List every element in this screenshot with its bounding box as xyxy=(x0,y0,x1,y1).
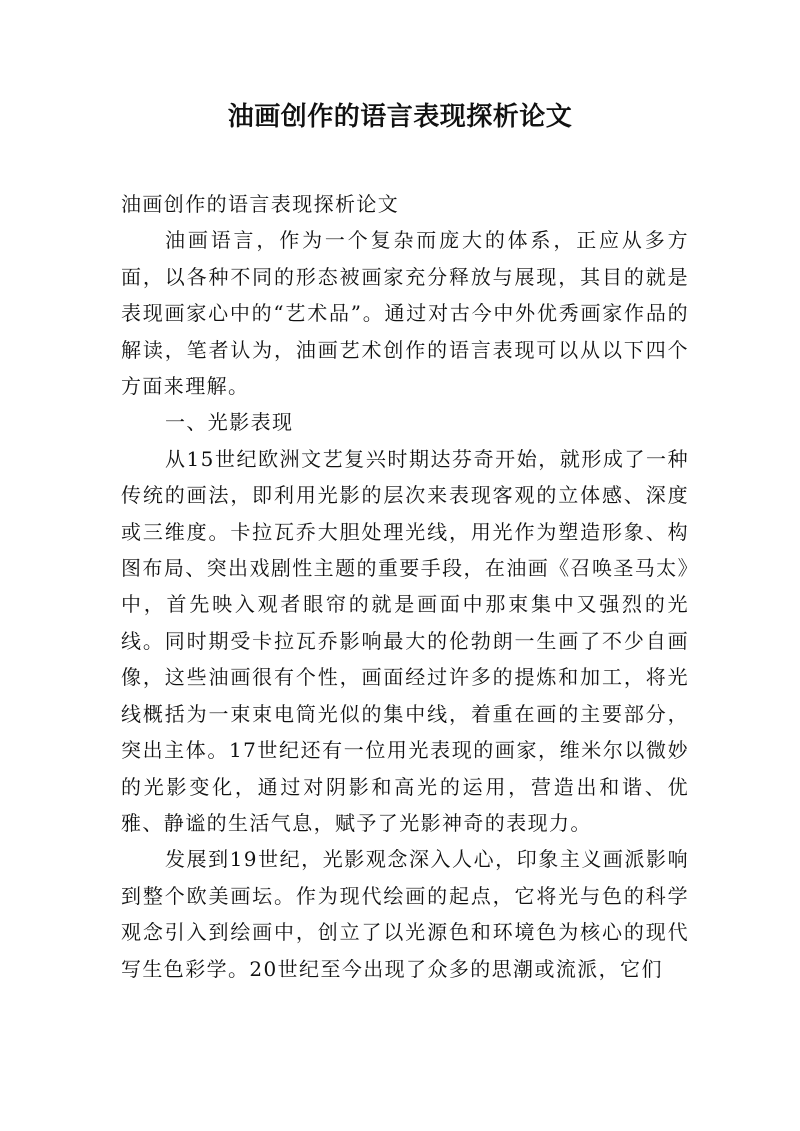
document-body xyxy=(121,186,689,987)
section-heading-light-shadow: 一、光影表现 xyxy=(165,410,294,435)
paragraph-intro: 油画语言，作为一个复杂而庞大的体系，正应从多方面，以各种不同的形态被画家充分释放与展现，其目的就是表现画家心中的“艺术品”。通过对古今中外优秀画家作品的解读，笔者认为，油画艺术创作的语言表现可以从以下四个方面来理解。 xyxy=(121,228,689,399)
paragraph-light-shadow-history: 从15世纪欧洲文艺复兴时期达芬奇开始，就形成了一种传统的画法，即利用光影的层次来表现客观的立体感、深度或三维度。卡拉瓦乔大胆处理光线，用光作为塑造形象、构图布局、突出戏剧性主题的重要手段，在油画《召唤圣马太》中，首先映入观者眼帘的就是画面中那束集中又强烈的光线。同时期受卡拉瓦乔影响最大的伦勃朗一生画了不少自画像，这些油画很有个性，画面经过许多的提炼和加工，将光线概括为一束束电筒光似的集中线，着重在画的主要部分，突出主体。17世纪还有一位用光表现的画家，维米尔以微妙的光影变化，通过对阴影和高光的运用，营造出和谐、优雅、静谧的生活气息，赋予了光影神奇的表现力。 xyxy=(121,446,689,835)
document-title: 油画创作的语言表现探析论文 xyxy=(227,102,573,132)
document-subtitle: 油画创作的语言表现探析论文 xyxy=(121,192,400,216)
paragraph-19th-century: 发展到19世纪，光影观念深入人心，印象主义画派影响到整个欧美画坛。作为现代绘画的起点，它将光与色的科学观念引入到绘画中，创立了以光源色和环境色为核心的现代写生色彩学。20世纪至今出现了众多的思潮或流派，它们 xyxy=(121,847,689,981)
